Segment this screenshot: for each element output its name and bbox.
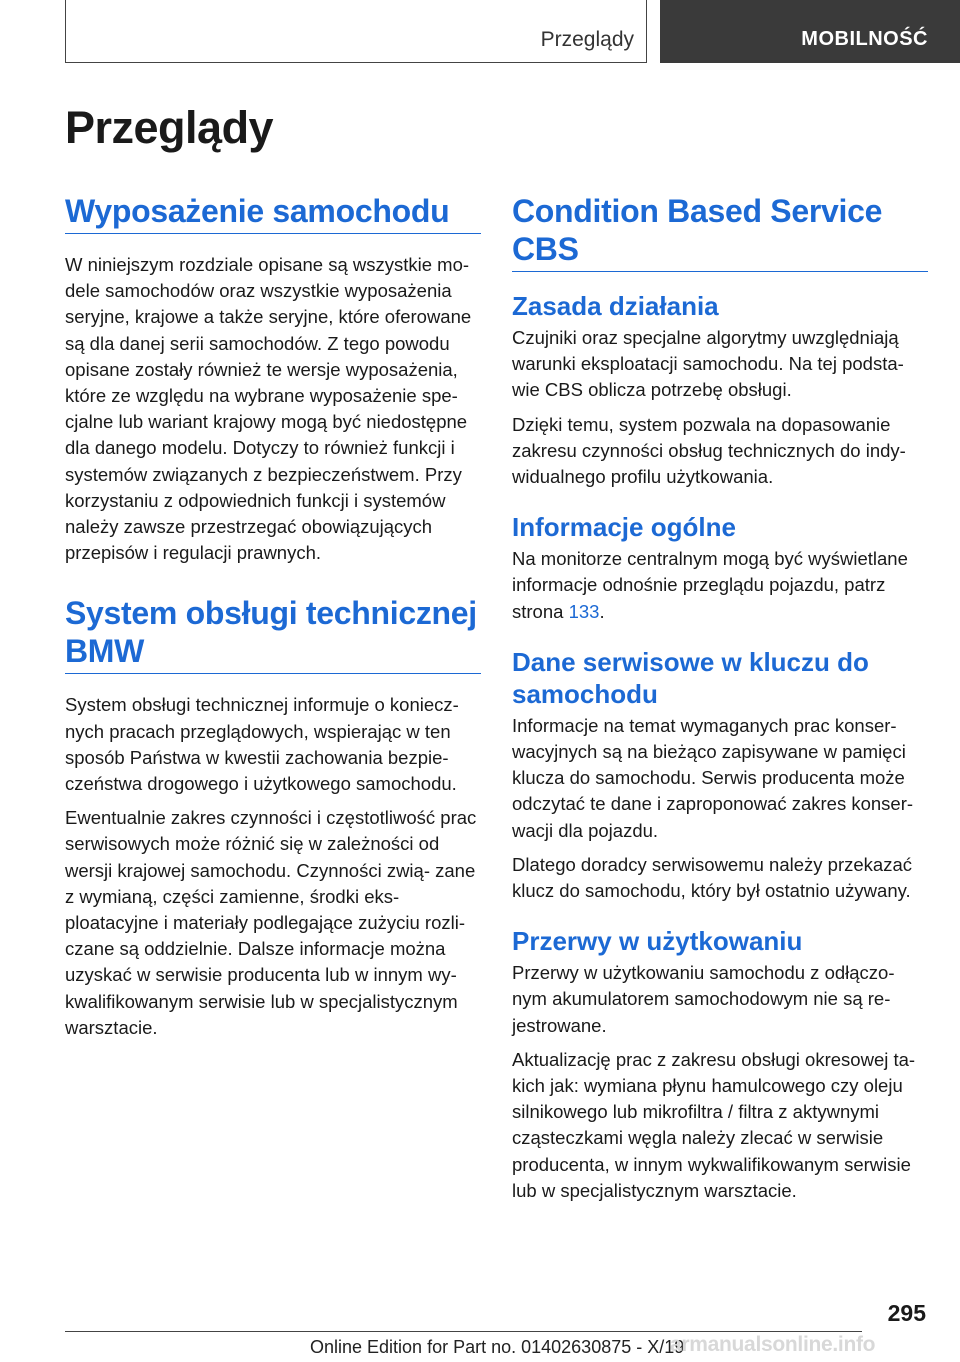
paragraph: Informacje na temat wymaganych prac konser- wacyjnych są na bieżąco zapisywane w pamięci klucza do samochodu. Serwis producenta może odczytać te dane i zaproponować zakres konser- wacji dla pojazdu. [512, 714, 914, 841]
subheading-usage-breaks: Przerwy w użytkowaniu [512, 926, 803, 957]
section-rule [65, 233, 481, 234]
section-rule [512, 271, 928, 272]
subheading-principle: Zasada działania [512, 291, 719, 321]
footer-edition: Online Edition for Part no. 01402630875 - X/19 [310, 1337, 685, 1357]
header-section-label: Przeglądy [540, 28, 634, 51]
section-title-cbs: Condition Based Service CBS [512, 193, 883, 267]
footer-rule [65, 1331, 862, 1332]
right-column [512, 192, 928, 1212]
page-reference-link[interactable]: 133 [568, 600, 600, 622]
left-column [65, 192, 481, 1049]
paragraph: Przerwy w użytkowaniu samochodu z odłączo- nym akumulatorem samochodowym nie są re- jestrowane. [512, 962, 895, 1036]
header-chapter-label: MOBILNOŚĆ [801, 28, 928, 50]
paragraph: Aktualizację prac z zakresu obsługi okresowej ta- kich jak: wymiana płynu hamulcowego czy oleju silnikowego lub mikrofiltra / filtra z aktywnymi cząsteczkami węgla należy zlecać w serwisie producenta, w innym wykwalifikowanym serwisie lub w specjalistycznym warsztacie. [512, 1048, 916, 1201]
paragraph [512, 546, 928, 625]
subheading-general-info: Informacje ogólne [512, 512, 736, 543]
paragraph-text: Na monitorze centralnym mogą być wyświetlane informacje odnośnie przeglądu pojazdu, patrz strona [512, 548, 908, 622]
paragraph: W niniejszym rozdziale opisane są wszystkie mo- dele samochodów oraz wszystkie wyposażenia seryjne, krajowe a także seryjne, które oferowane są dla danej serii samochodów. Z tego powodu opisane zostały również te wersje wyposażenia, które ze względu na wybrane wyposażenie spe- cjalne lub wariant krajowy mogą być niedostępne dla danego modelu. Dotyczy to również funkcji i systemów związanych z bezpieczeństwem. Przy korzystaniu z odpowiednich funkcji i systemów należy zawsze przestrzegać obowiązujących przepisów i regulacji prawnych. [65, 254, 472, 564]
paragraph: System obsługi technicznej informuje o koniecz- nych pracach przeglądowych, wspierając w ten sposób Państwa w kwestii zachowania bezpie- czeństwa drogowego i użytkowego samochodu. [65, 694, 459, 795]
paragraph-end: . [599, 600, 605, 622]
paragraph: Ewentualnie zakres czynności i częstotliwość prac serwisowych może różnić się w zależności od wersji krajowej samochodu. Czynności zwią- zane z wymianą, części zamienne, środki eks- ploatacyjne i materiały podlegające zużyciu rozli- czane są oddzielnie. Dalsze informacje można uzyskać w serwisie producenta lub w innym wy- kwalifikowanym serwisie lub w specjalistycznym warsztacie. [65, 807, 477, 1038]
section-title-bmw-service: System obsługi technicznej BMW [65, 595, 477, 670]
page-number: 295 [887, 1300, 926, 1326]
section-rule [65, 673, 481, 674]
paragraph: Dlatego doradcy serwisowemu należy przekazać klucz do samochodu, który był ostatnio używany. [512, 853, 912, 902]
page-title: Przeglądy [65, 102, 274, 153]
header-chapter-tab [660, 0, 960, 63]
watermark: armanualsonline.info [670, 1333, 876, 1356]
paragraph: Czujniki oraz specjalne algorytmy uwzględniają warunki eksploatacji samochodu. Na tej podsta- wie CBS oblicza potrzebę obsługi. [512, 327, 904, 401]
header-section-box [65, 0, 647, 63]
paragraph: Dzięki temu, system pozwala na dopasowanie zakresu czynności obsług technicznych do indy- widualnego profilu użytkowania. [512, 413, 906, 488]
section-title-equipment: Wyposażenie samochodu [65, 193, 450, 229]
subheading-key-data: Dane serwisowe w kluczu do samochodu [512, 646, 869, 709]
